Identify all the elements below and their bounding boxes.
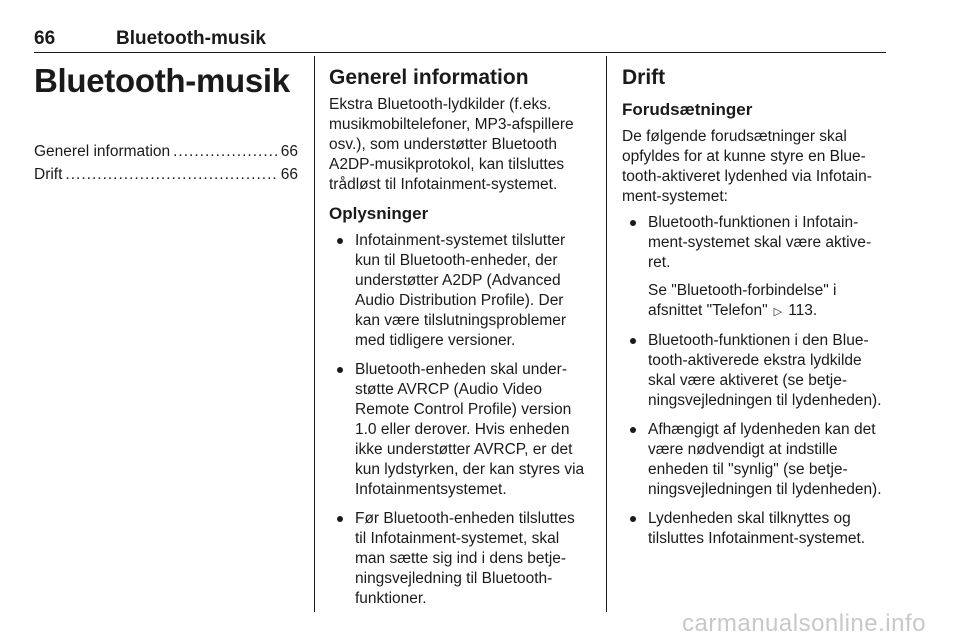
column-divider	[606, 56, 607, 612]
bullet-icon	[630, 338, 636, 344]
list-item-text: Bluetooth-funktionen i Infotainment-systemet skal være aktiveret.	[648, 214, 872, 271]
bullet-icon	[630, 516, 636, 522]
watermark: carmanualsonline.info	[682, 610, 926, 637]
toc-leader	[65, 163, 277, 186]
list-item-text: Før Bluetooth-enheden tilsluttes til Infotainment-systemet, skal man sætte sig ind i dens betjeningsvejledning til Bluetooth-funktioner.	[355, 510, 575, 607]
list-item	[622, 420, 888, 500]
list-item-text: Bluetooth-enheden skal understøtte AVRCP (Audio Video Remote Control Profile) version 1.0 eller derover. Hvis enheden ikke understøtter AVRCP, er det kun lydstyrken, der kan styres via Infotainmentsystemet.	[355, 361, 585, 498]
page-number: 66	[34, 28, 56, 49]
cross-reference[interactable]	[648, 281, 888, 322]
section-heading: Generel information	[329, 66, 529, 89]
list-item	[622, 509, 888, 549]
toc-column	[34, 58, 298, 186]
page-ref-arrow-icon: ▷	[773, 306, 783, 318]
toc-entry-page: 66	[280, 166, 298, 183]
list-item-text: Bluetooth-funktionen i den Bluetooth-aktiverede ekstra lydkilde skal være aktiveret (se betjeningsvejledningen til lydenheden).	[648, 332, 882, 409]
bullet-icon	[337, 238, 343, 244]
chapter-title: Bluetooth-musik	[34, 62, 290, 99]
toc-entry[interactable]	[34, 163, 298, 186]
running-title: Bluetooth-musik	[116, 28, 266, 49]
list-item	[329, 509, 587, 609]
toc-entry-label: Drift	[34, 166, 63, 183]
list-item-text: Afhængigt af lydenheden kan det være nødvendigt at indstille enheden til "synlig" (se betjeningsvejledningen til lydenheden).	[648, 421, 882, 498]
bullet-icon	[630, 220, 636, 226]
notes-heading: Oplysninger	[329, 204, 429, 223]
list-item-text: Lydenheden skal tilknyttes og tilsluttes Infotainment-systemet.	[648, 510, 866, 547]
subsection-heading: Forudsætninger	[622, 100, 753, 119]
list-item	[622, 213, 888, 322]
operation-column	[622, 58, 888, 558]
prereq-list	[622, 213, 888, 549]
toc-entry[interactable]	[34, 140, 298, 163]
bullet-icon	[337, 367, 343, 373]
list-item	[329, 231, 587, 351]
toc-entry-label: Generel information	[34, 143, 171, 160]
toc-entry-page: 66	[280, 143, 298, 160]
list-item	[622, 331, 888, 411]
bullet-icon	[630, 427, 636, 433]
cross-reference-page: 113.	[788, 302, 818, 319]
bullet-icon	[337, 516, 343, 522]
list-item-text: Infotainment-systemet tilslutter kun til Bluetooth-enheder, der understøtter A2DP (Advanced Audio Distribution Profile). Der kan være tilslutningsproblemer med tidligere versioner.	[355, 232, 567, 349]
prereq-intro: De følgende forudsætninger skal opfyldes for at kunne styre en Bluetooth-aktiveret lydenhed via Infotainment-systemet:	[622, 128, 872, 205]
column-divider	[314, 56, 315, 612]
toc-leader	[173, 140, 278, 163]
general-info-column	[329, 58, 587, 618]
list-item	[329, 360, 587, 500]
cross-reference-text: Se "Bluetooth-forbindelse" i afsnittet "Telefon"	[648, 282, 837, 319]
section-heading: Drift	[622, 66, 666, 89]
page-header	[34, 28, 886, 53]
notes-list	[329, 231, 587, 609]
intro-paragraph: Ekstra Bluetooth-lydkilder (f.eks. musikmobiltelefoner, MP3-afspillere osv.), som understøtter Bluetooth A2DP-musikprotokol, kan tilsluttes trådløst til Infotainment-systemet.	[329, 96, 574, 193]
